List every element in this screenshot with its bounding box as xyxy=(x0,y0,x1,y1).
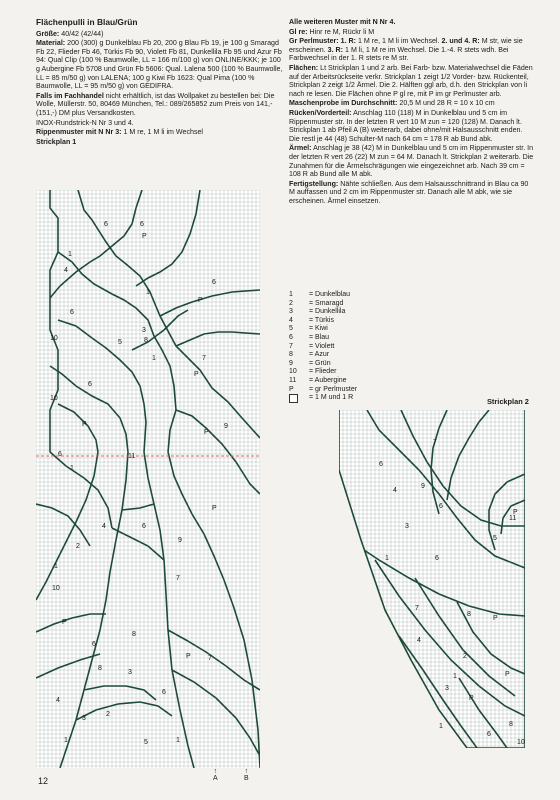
strickplan2-chart xyxy=(339,410,525,748)
size-paragraph: Größe: 40/42 (42/44) xyxy=(36,29,104,38)
legend-row: 7 = Violett xyxy=(289,342,335,350)
area-label: 10 xyxy=(50,395,58,402)
area-label: 5 xyxy=(118,339,122,346)
area-label: 1 xyxy=(146,289,150,296)
area-label: 6 xyxy=(70,309,74,316)
area-label: 3 xyxy=(128,669,132,676)
arrow-a: ↑ A xyxy=(213,768,218,782)
area-label: 2 xyxy=(463,653,467,660)
area-label: 1 xyxy=(176,737,180,744)
area-label: 6 xyxy=(140,221,144,228)
area-label: P xyxy=(204,429,209,436)
area-label: P xyxy=(142,233,147,240)
arrow-b: ↑ B xyxy=(244,768,249,782)
legend-row: 3 = Dunkellila xyxy=(289,308,346,316)
area-label: 6 xyxy=(379,461,383,468)
legend-row: 2 = Smaragd xyxy=(289,299,344,307)
areas-paragraph: Flächen: Lt Strickplan 1 und 2 arb. Bei Farb- bzw. Materialwechsel die Fäden auf der Arbeitsrückseite verkr. Strickplan 1 zeigt 1/2 Vorder- bzw. Rückenteil, Strickplan 2 zeigt 1/2 Ärmel. Die 2. Hälften ggl arb, d.h. den Strickplan von li nach re lesen. Die Flächen ohne P gl re, mit P im gr Perlmuster arb. xyxy=(289,63,533,98)
area-label: P xyxy=(62,619,67,626)
area-label: 7 xyxy=(415,605,419,612)
area-label: 7 xyxy=(176,575,180,582)
area-label: 8 xyxy=(98,665,102,672)
area-label: 4 xyxy=(56,697,60,704)
area-label: 10 xyxy=(52,585,60,592)
area-label: 3 xyxy=(142,327,146,334)
area-label: 4 xyxy=(393,487,397,494)
area-label: 8 xyxy=(467,611,471,618)
area-label: 4 xyxy=(64,267,68,274)
rib-paragraph: Rippenmuster mit N Nr 3: 1 M re, 1 M li im Wechsel xyxy=(36,128,204,137)
area-label: P xyxy=(194,371,199,378)
area-label: 1 xyxy=(385,555,389,562)
area-label: P xyxy=(186,653,191,660)
area-label: 6 xyxy=(487,731,491,738)
pattern-intro: Alle weiteren Muster mit N Nr 4. xyxy=(289,18,396,26)
order-paragraph: Falls im Fachhandel nicht erhältlich, ist das Wollpaket zu bestellen bei: Die Wolle, Müllerstr. 50, 80469 München, Tel.: 089/265852 zum Preis von 141,- (151,-) DM plus Versandkosten. xyxy=(36,91,275,117)
arrow-up-icon: ↑ xyxy=(213,768,218,775)
page-title: Flächenpulli in Blau/Grün xyxy=(36,17,138,27)
area-label: 11 xyxy=(128,453,136,460)
area-label: 7 xyxy=(202,355,206,362)
area-label: P xyxy=(469,695,474,702)
area-label: 3 xyxy=(405,523,409,530)
area-label: 2 xyxy=(76,543,80,550)
area-label: 1 xyxy=(70,465,74,472)
strickplan1-chart xyxy=(36,190,260,768)
area-label: 8 xyxy=(132,631,136,638)
area-label: 10 xyxy=(517,739,525,746)
area-label: 2 xyxy=(106,711,110,718)
area-label: 1 xyxy=(439,723,443,730)
area-label: 6 xyxy=(435,555,439,562)
right-text-column xyxy=(289,18,534,206)
strickplan1-label: Strickplan 1 xyxy=(36,137,77,146)
seed-paragraph: Gr Perlmuster: 1. R: 1 M re, 1 M li im Wechsel. 2. und 4. R: M str, wie sie erscheinen. 3. R: 1 M li, 1 M re im Wechsel. Die 1.-4. R stets wdh. Bei Farbwechsel in der 1. R stets re M str. xyxy=(289,37,523,63)
area-label: 8 xyxy=(144,337,148,344)
area-label: P xyxy=(493,615,498,622)
finishing-paragraph: Fertigstellung: Nähte schließen. Aus dem Halsausschnittrand in Blau ca 90 M auffassen und 2 cm im Rippenmuster str. Danach alle M abk, wie sie erscheinen. Ärmel einsetzen. xyxy=(289,179,529,205)
area-label: P xyxy=(82,421,87,428)
area-label: 3 xyxy=(445,685,449,692)
area-label: 6 xyxy=(212,279,216,286)
area-label: 6 xyxy=(58,451,62,458)
gauge-paragraph: Maschenprobe im Durchschnitt: 20,5 M und 28 R = 10 x 10 cm xyxy=(289,99,495,108)
legend-row: 5 = Kiwi xyxy=(289,325,328,333)
area-label: P xyxy=(212,505,217,512)
area-label: 6 xyxy=(142,523,146,530)
area-label: 1 xyxy=(64,737,68,744)
page-number: 12 xyxy=(38,776,49,786)
area-label: 6 xyxy=(88,381,92,388)
area-label: 1 xyxy=(54,563,58,570)
strickplan2-label: Strickplan 2 xyxy=(487,397,529,406)
area-label: 9 xyxy=(421,483,425,490)
legend-row: 10 = Flieder xyxy=(289,368,337,376)
left-text-column xyxy=(36,18,284,147)
sleeve-paragraph: Ärmel: Anschlag je 38 (42) M in Dunkelblau und 5 cm im Rippenmuster str. In der letzten R vert 26 (22) M zun = 64 M. Danach lt. Strickplan 2 weiterarb. Die Zunahmen für die Ärmelschrägungen wie eingezeichnet arb. Nach 39 cm = 108 R ab Bund alle M abk. xyxy=(289,144,534,179)
legend-row: = 1 M und 1 R xyxy=(289,394,357,407)
area-label: P xyxy=(513,509,518,516)
back-front-paragraph: Rücken/Vorderteil: Anschlag 110 (118) M in Dunkelblau und 5 cm im Rippenmuster str. In der letzten R vert 10 M zun = 120 (128) M. Danach lt. Strickplan 1 ab Pfeil A (B) weiterarb, dabei ohne/mit Halsausschnitt enden. Die restl je 44 (48) Schulter-M nach 64 cm = 178 R ab Bund abk. xyxy=(289,108,523,143)
legend-row: 1 = Dunkelblau xyxy=(289,291,351,298)
area-label: P xyxy=(505,671,510,678)
area-label: 10 xyxy=(50,335,58,342)
area-label: 6 xyxy=(104,221,108,228)
area-label: 1 xyxy=(453,673,457,680)
grid-square-swatch-icon xyxy=(289,394,298,403)
area-label: 7 xyxy=(208,655,212,662)
area-label: 8 xyxy=(509,721,513,728)
area-label: 7 xyxy=(433,439,437,446)
area-label: 6 xyxy=(92,641,96,648)
area-label: 6 xyxy=(439,503,443,510)
legend-row: 8 = Azur xyxy=(289,351,330,359)
area-label: 6 xyxy=(162,689,166,696)
area-label: 11 xyxy=(509,515,517,522)
needle-paragraph: INOX-Rundstrick-N Nr 3 und 4. xyxy=(36,118,134,127)
arrow-up-icon: ↑ xyxy=(244,768,249,775)
area-label: 5 xyxy=(144,739,148,746)
area-label: P xyxy=(198,297,203,304)
material-paragraph: Material: 200 (300) g Dunkelblau Fb 20, 200 g Blau Fb 19, je 100 g Smaragd Fb 22, Flieder Fb 46, Türkis Fb 90, Violett Fb 81, Dunkellila Fb 95 und Azur Fb 94: Qual Clip (100 % Baumwolle, LL = 166 m/100 g) von ONLINE/KKK; je 100 g Aubergine Fb 5708 und Grün Fb 5606: Qual. Lalena 500 (100 % Baumwolle, LL = 85 m/50 g) von LALENA; 100 g Kiwi Fb 1623: Qual Pima (100 % Baumwolle, LL = 95 m/50 g) von GEDIFRA. xyxy=(36,39,283,91)
legend-row: P = gr Perlmuster xyxy=(289,385,358,393)
area-label: 1 xyxy=(68,251,72,258)
stockinette-paragraph: Gl re: Hinr re M, Rückr li M xyxy=(289,27,375,36)
area-label: 4 xyxy=(102,523,106,530)
legend-row: 6 = Blau xyxy=(289,333,330,341)
area-label: 3 xyxy=(82,715,86,722)
legend-row: 4 = Türkis xyxy=(289,316,334,324)
area-label: 9 xyxy=(224,423,228,430)
area-label: 9 xyxy=(178,537,182,544)
area-label: 4 xyxy=(417,637,421,644)
area-label: 5 xyxy=(493,535,497,542)
area-label: 1 xyxy=(152,355,156,362)
legend-row: 9 = Grün xyxy=(289,359,331,367)
legend-row: 11 = Aubergine xyxy=(289,376,347,384)
color-legend xyxy=(289,291,357,407)
